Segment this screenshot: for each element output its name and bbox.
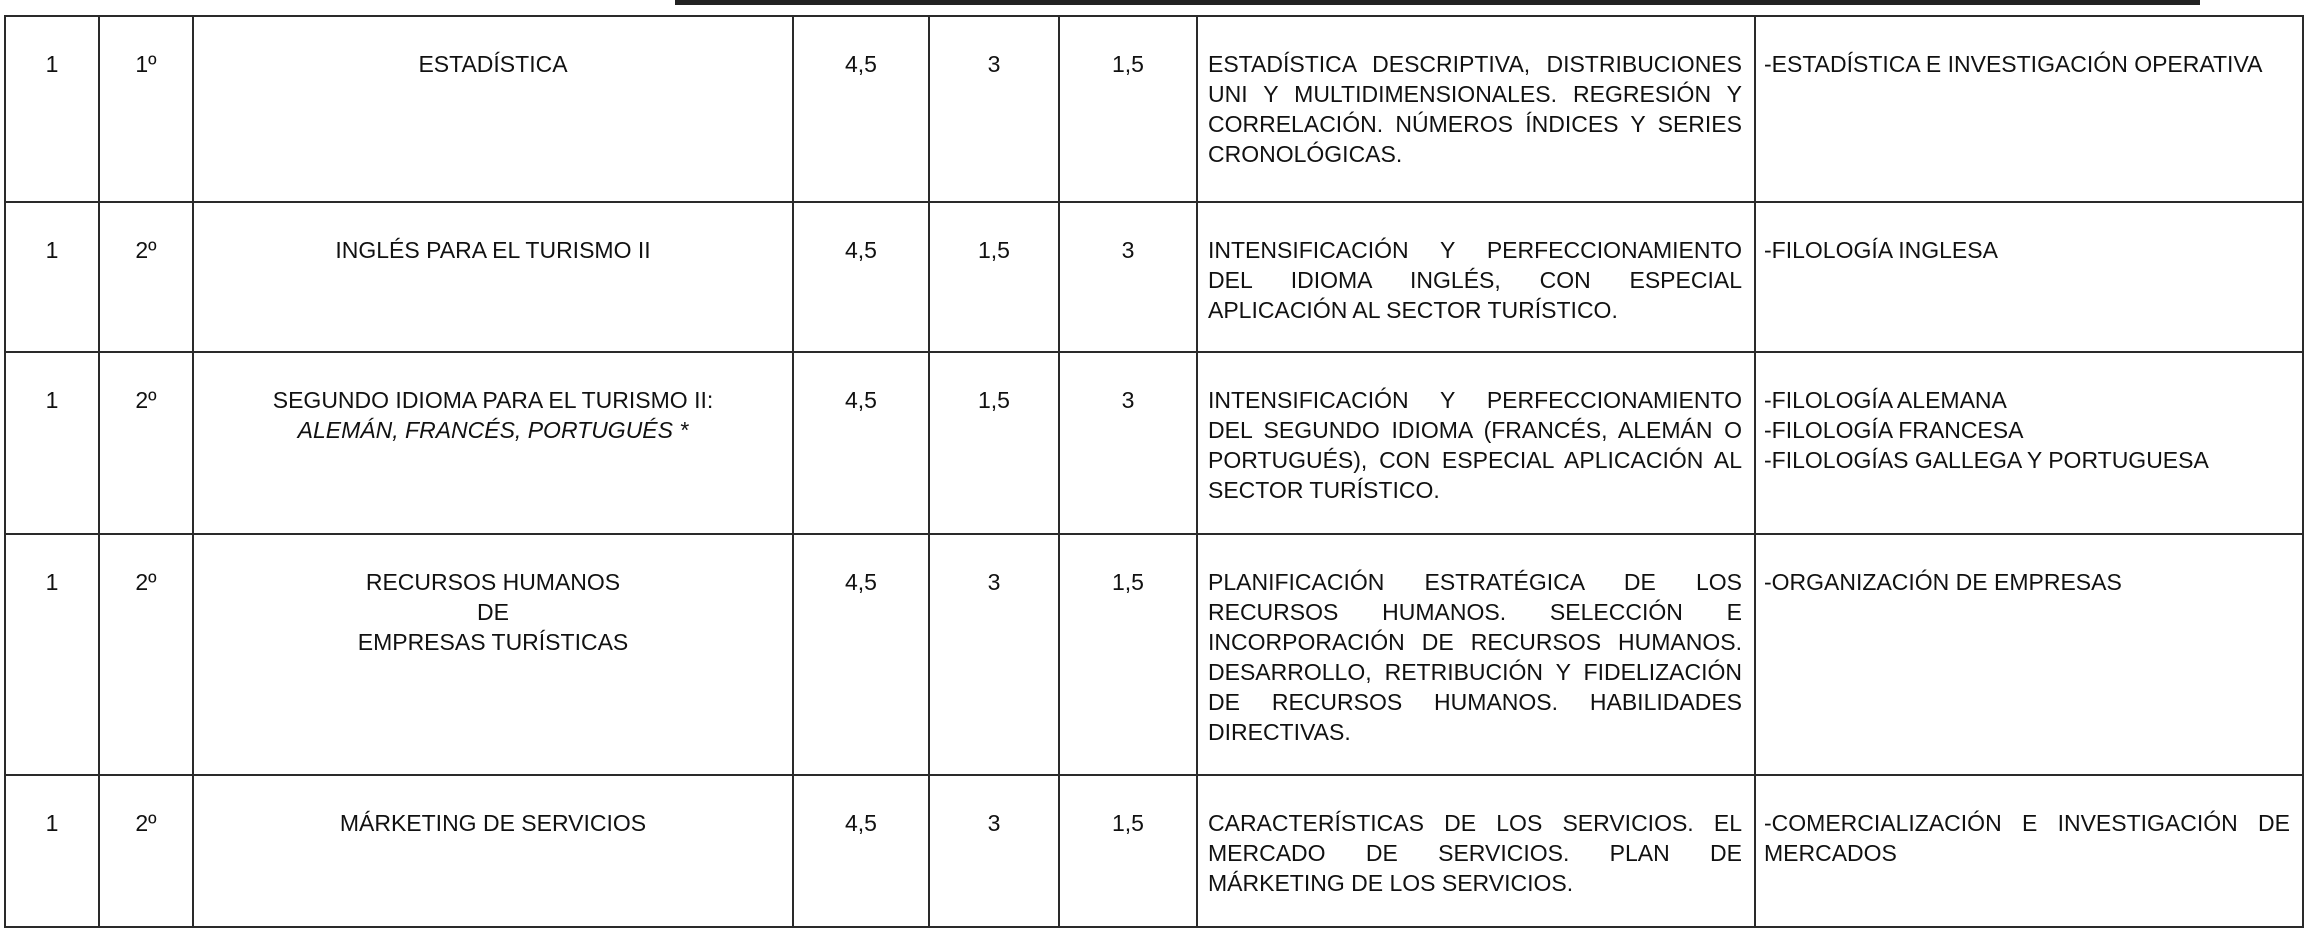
table-row	[5, 202, 2303, 352]
table-row	[5, 352, 2303, 534]
area-item: -FILOLOGÍA FRANCESA	[1764, 417, 2024, 443]
area-cell	[1755, 202, 2303, 352]
area-cell	[1755, 352, 2303, 534]
creditos-teoricos-cell: 1,5	[929, 352, 1059, 534]
creditos-teoricos-cell: 3	[929, 16, 1059, 202]
table-row	[5, 775, 2303, 927]
materia-cell	[193, 775, 793, 927]
area-item: -ESTADÍSTICA E INVESTIGACIÓN OPERATIVA	[1764, 51, 2263, 77]
creditos-practicos-cell: 1,5	[1059, 534, 1197, 775]
creditos-totales-cell: 4,5	[793, 775, 929, 927]
materia-line: INGLÉS PARA EL TURISMO II	[335, 237, 651, 263]
materia-line: DE	[477, 599, 509, 625]
descriptor-cell: PLANIFICACIÓN ESTRATÉGICA DE LOS RECURSOS HUMANOS. SELECCIÓN E INCORPORACIÓN DE RECURSOS HUMANOS. DESARROLLO, RETRIBUCIÓN Y FIDELIZACIÓN DE RECURSOS HUMANOS. HABILIDADES DIRECTIVAS.	[1197, 534, 1755, 775]
materia-cell	[193, 202, 793, 352]
materia-cell	[193, 534, 793, 775]
curso-cell: 1	[5, 775, 99, 927]
materia-languages: ALEMÁN, FRANCÉS, PORTUGUÉS *	[297, 417, 689, 443]
area-cell	[1755, 775, 2303, 927]
curso-cell: 1	[5, 16, 99, 202]
semestre-cell: 2º	[99, 534, 193, 775]
creditos-practicos-cell: 1,5	[1059, 775, 1197, 927]
top-rule	[675, 0, 2200, 5]
creditos-totales-cell: 4,5	[793, 202, 929, 352]
materia-line: SEGUNDO IDIOMA PARA EL TURISMO II:	[272, 387, 714, 413]
semestre-cell: 2º	[99, 352, 193, 534]
semestre-cell: 1º	[99, 16, 193, 202]
creditos-totales-cell: 4,5	[793, 16, 929, 202]
area-cell	[1755, 534, 2303, 775]
area-item: -FILOLOGÍA ALEMANA	[1764, 387, 2007, 413]
materia-line: MÁRKETING DE SERVICIOS	[339, 810, 647, 836]
curso-cell: 1	[5, 534, 99, 775]
creditos-teoricos-cell: 3	[929, 534, 1059, 775]
area-item: -ORGANIZACIÓN DE EMPRESAS	[1764, 569, 2122, 595]
area-item: -FILOLOGÍAS GALLEGA Y PORTUGUESA	[1764, 447, 2209, 473]
curso-cell: 1	[5, 202, 99, 352]
descriptor-cell: ESTADÍSTICA DESCRIPTIVA, DISTRIBUCIONES UNI Y MULTIDIMENSIONALES. REGRESIÓN Y CORRELACIÓN. NÚMEROS ÍNDICES Y SERIES CRONOLÓGICAS.	[1197, 16, 1755, 202]
semestre-cell: 2º	[99, 775, 193, 927]
materia-line: EMPRESAS TURÍSTICAS	[357, 629, 629, 655]
creditos-totales-cell: 4,5	[793, 352, 929, 534]
curriculum-table	[4, 15, 2304, 928]
area-cell	[1755, 16, 2303, 202]
materia-line: ESTADÍSTICA	[418, 51, 568, 77]
table-row	[5, 16, 2303, 202]
creditos-practicos-cell: 3	[1059, 202, 1197, 352]
creditos-practicos-cell: 1,5	[1059, 16, 1197, 202]
creditos-practicos-cell: 3	[1059, 352, 1197, 534]
materia-line: RECURSOS HUMANOS	[365, 569, 621, 595]
semestre-cell: 2º	[99, 202, 193, 352]
creditos-teoricos-cell: 1,5	[929, 202, 1059, 352]
area-item: -COMERCIALIZACIÓN E INVESTIGACIÓN DE MERCADOS	[1764, 810, 2290, 866]
creditos-teoricos-cell: 3	[929, 775, 1059, 927]
curso-cell: 1	[5, 352, 99, 534]
area-item: -FILOLOGÍA INGLESA	[1764, 237, 1998, 263]
descriptor-cell: INTENSIFICACIÓN Y PERFECCIONAMIENTO DEL IDIOMA INGLÉS, CON ESPECIAL APLICACIÓN AL SECTOR TURÍSTICO.	[1197, 202, 1755, 352]
table-row	[5, 534, 2303, 775]
materia-cell	[193, 16, 793, 202]
descriptor-cell: INTENSIFICACIÓN Y PERFECCIONAMIENTO DEL SEGUNDO IDIOMA (FRANCÉS, ALEMÁN O PORTUGUÉS), CON ESPECIAL APLICACIÓN AL SECTOR TURÍSTICO.	[1197, 352, 1755, 534]
descriptor-cell: CARACTERÍSTICAS DE LOS SERVICIOS. EL MERCADO DE SERVICIOS. PLAN DE MÁRKETING DE LOS SERVICIOS.	[1197, 775, 1755, 927]
creditos-totales-cell: 4,5	[793, 534, 929, 775]
materia-cell	[193, 352, 793, 534]
